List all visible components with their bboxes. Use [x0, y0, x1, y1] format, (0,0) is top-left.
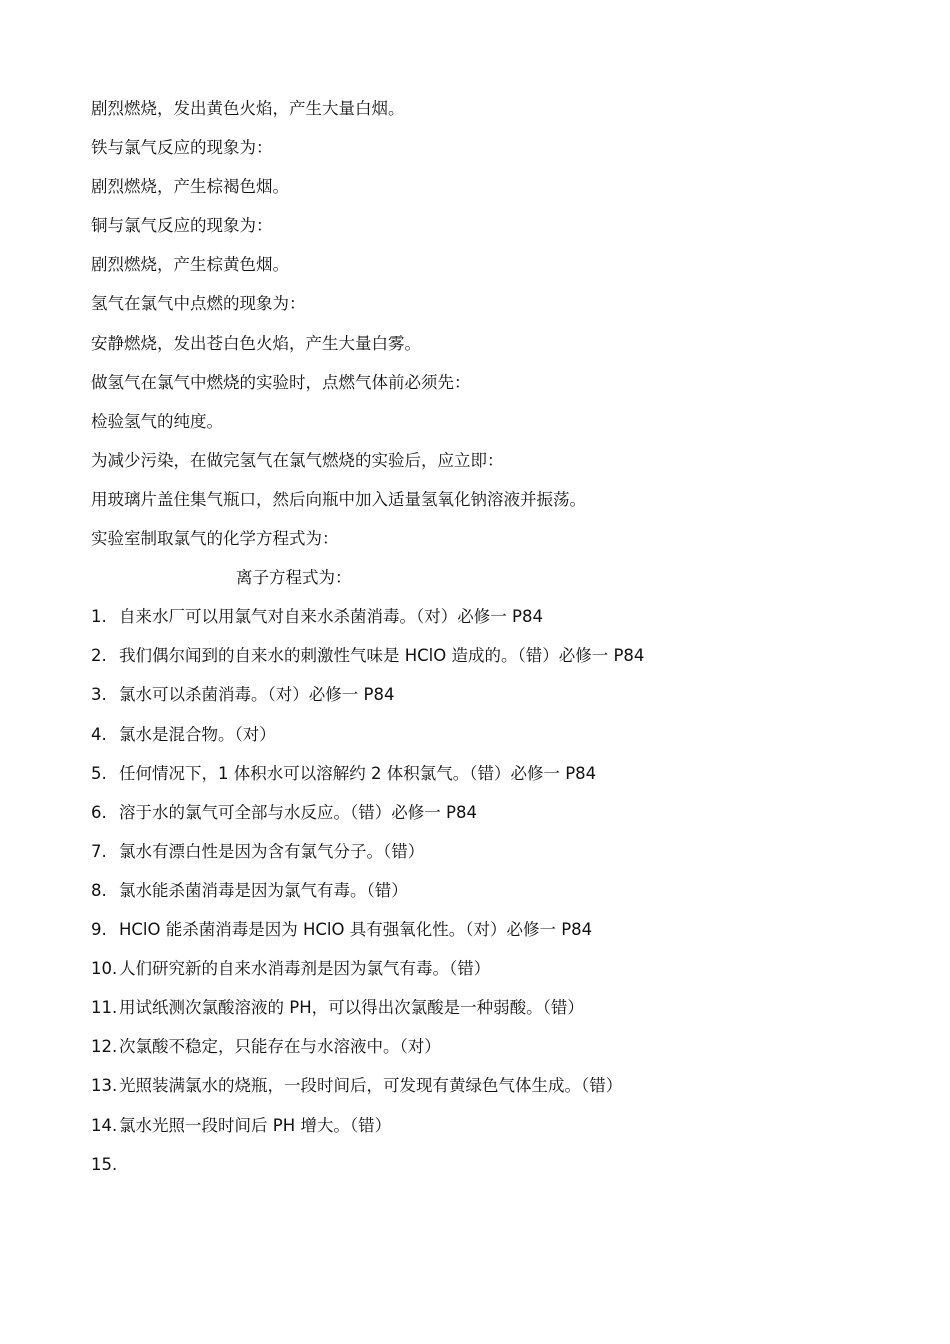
list-number: 10. [91, 959, 118, 978]
list-text: 氯水能杀菌消毒是因为氯气有毒。（错） [119, 881, 408, 900]
list-text: 氯水是混合物。（对） [119, 725, 276, 744]
text-line: 剧烈燃烧，产生棕褐色烟。 [91, 177, 289, 196]
list-item [91, 645, 644, 667]
list-number: 4. [91, 725, 107, 744]
list-number: 2. [91, 646, 107, 665]
list-text: HClO 能杀菌消毒是因为 HClO 具有强氧化性。（对）必修一 P84 [119, 920, 593, 939]
list-item [91, 880, 408, 902]
list-item [91, 1115, 391, 1137]
list-item [91, 724, 276, 746]
list-text: 人们研究新的自来水消毒剂是因为氯气有毒。（错） [119, 959, 491, 978]
list-text: 我们偶尔闻到的自来水的刺激性气味是 HClO 造成的。（错）必修一 P84 [119, 646, 645, 665]
list-text: 次氯酸不稳定，只能存在与水溶液中。（对） [119, 1037, 441, 1056]
list-item [91, 1036, 441, 1058]
list-text: 用试纸测次氯酸溶液的 PH，可以得出次氯酸是一种弱酸。（错） [119, 998, 584, 1017]
text-line: 铁与氯气反应的现象为： [91, 138, 273, 157]
list-number: 1. [91, 607, 107, 626]
list-number: 8. [91, 881, 107, 900]
list-number: 13. [91, 1076, 118, 1095]
list-number: 11. [91, 998, 118, 1017]
text-line: 做氢气在氯气中燃烧的实验时，点燃气体前必须先： [91, 373, 471, 392]
list-text: 溶于水的氯气可全部与水反应。（错）必修一 P84 [119, 803, 477, 822]
list-number: 6. [91, 803, 107, 822]
list-text: 光照装满氯水的烧瓶，一段时间后，可发现有黄绿色气体生成。（错） [119, 1076, 623, 1095]
list-item [91, 997, 584, 1019]
list-text: 氯水光照一段时间后 PH 增大。（错） [119, 1116, 392, 1135]
list-number: 3. [91, 685, 107, 704]
list-item [91, 606, 543, 628]
list-number: 9. [91, 920, 107, 939]
text-line: 检验氢气的纯度。 [91, 412, 223, 431]
list-item [91, 802, 477, 824]
text-line: 离子方程式为： [236, 568, 352, 587]
text-line: 为减少污染，在做完氢气在氯气燃烧的实验后，应立即： [91, 451, 504, 470]
list-text: 氯水有漂白性是因为含有氯气分子。（错） [119, 842, 425, 861]
list-number: 7. [91, 842, 107, 861]
list-number: 5. [91, 764, 107, 783]
text-line: 铜与氯气反应的现象为： [91, 216, 273, 235]
list-number: 14. [91, 1116, 118, 1135]
list-item [91, 684, 394, 706]
list-number: 12. [91, 1037, 118, 1056]
text-line: 实验室制取氯气的化学方程式为： [91, 529, 339, 548]
list-item [91, 763, 596, 785]
text-line: 氢气在氯气中点燃的现象为： [91, 294, 306, 313]
text-line: 剧烈燃烧，发出黄色火焰，产生大量白烟。 [91, 99, 405, 118]
text-line: 安静燃烧，发出苍白色火焰，产生大量白雾。 [91, 334, 421, 353]
list-item [91, 919, 592, 941]
text-line: 剧烈燃烧，产生棕黄色烟。 [91, 255, 289, 274]
list-text: 任何情况下，1 体积水可以溶解约 2 体积氯气。（错）必修一 P84 [119, 764, 597, 783]
list-number: 15. [91, 1155, 118, 1174]
list-item [91, 1075, 622, 1097]
list-text: 自来水厂可以用氯气对自来水杀菌消毒。（对）必修一 P84 [119, 607, 543, 626]
list-text: 氯水可以杀菌消毒。（对）必修一 P84 [119, 685, 395, 704]
text-line: 用玻璃片盖住集气瓶口，然后向瓶中加入适量氢氧化钠溶液并振荡。 [91, 490, 586, 509]
list-item [91, 958, 490, 980]
list-item [91, 1154, 119, 1176]
list-item [91, 841, 424, 863]
